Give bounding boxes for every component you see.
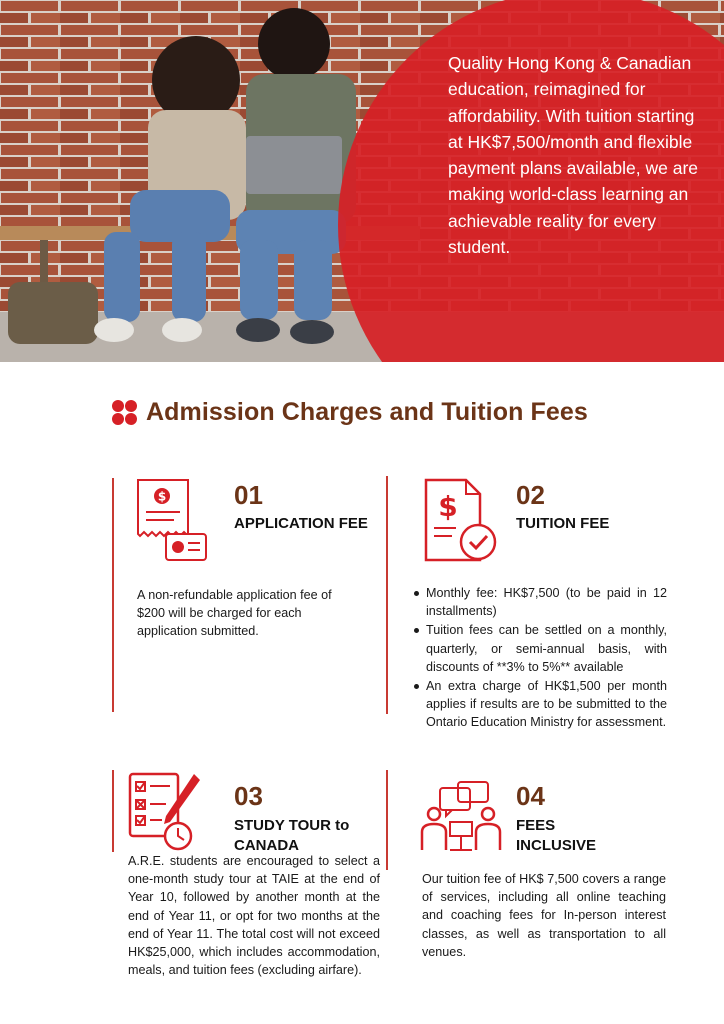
svg-text:$: $ — [438, 490, 458, 523]
card-04-number: 04 — [516, 781, 545, 811]
card-01-number: 01 — [234, 480, 263, 510]
checklist-pencil-icon — [126, 770, 204, 854]
team-meeting-icon — [420, 780, 502, 854]
card-02-bullet-list — [412, 584, 667, 733]
invoice-check-icon — [420, 476, 500, 568]
card-04-divider — [386, 770, 388, 870]
card-02-title: TUITION FEE — [516, 515, 610, 532]
card-01-text: A non-refundable application fee of $200 will be charged for each application submitted. — [137, 588, 332, 639]
list-item: An extra charge of HK$1,500 per month applies if results are to be submitted to the Ontario Education Ministry for assessment. — [412, 677, 667, 732]
card-04-text: Our tuition fee of HK$ 7,500 covers a range of services, including all online teaching and coaching fees for In-person interest classes, as well as transportation to all venues. — [422, 872, 666, 959]
card-02-divider — [386, 476, 388, 714]
card-03-number: 03 — [234, 781, 263, 811]
hero-banner — [0, 0, 724, 362]
card-03-divider — [112, 770, 114, 852]
card-04-title: FEES INCLUSIVE — [516, 817, 597, 854]
section-header — [112, 398, 588, 427]
card-02-number: 02 — [516, 480, 545, 510]
card-01-title: APPLICATION FEE — [234, 515, 368, 532]
section-title: Admission Charges and Tuition Fees — [146, 398, 588, 426]
hero-tagline: Quality Hong Kong & Canadian education, reimagined for affordability. With tuition starting at HK$7,500/month and flexible payment plans available, we are making world-class learning an achievable reality for every student. — [448, 53, 699, 258]
svg-text:$: $ — [157, 489, 167, 504]
card-03-title: STUDY TOUR to CANADA — [234, 817, 350, 854]
card-01-divider — [112, 478, 114, 712]
list-item: Tuition fees can be settled on a monthly, quarterly, or semi-annual basis, with discounts of **3% to 5%** available — [412, 621, 667, 676]
list-item: Monthly fee: HK$7,500 (to be paid in 12 installments) — [412, 584, 667, 620]
card-03-text: A.R.E. students are encouraged to select a one-month study tour at TAIE at the end of Year 10, followed by another month at the end of Year 11, or opt for two months at the end of Year 11. The total cost will not exceed HK$25,000, which includes accommodation, meals, and tuition fees (excluding airfare). — [128, 854, 380, 978]
receipt-icon — [134, 476, 210, 564]
clover-icon — [112, 400, 138, 426]
